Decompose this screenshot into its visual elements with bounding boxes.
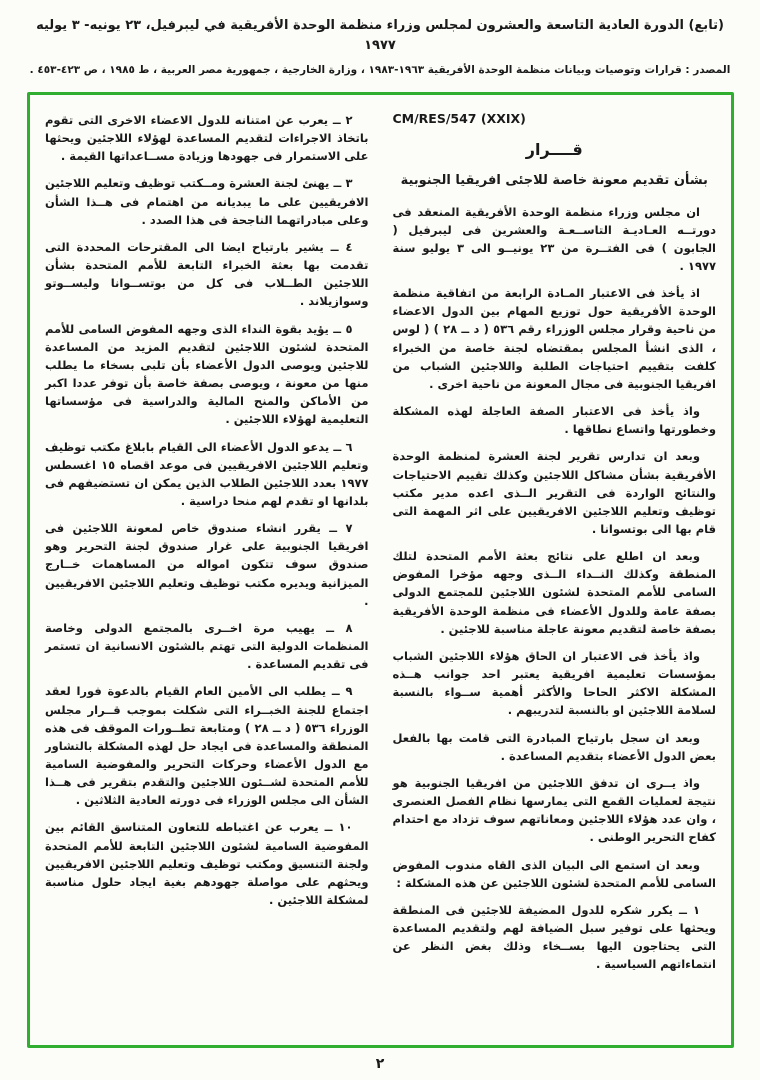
paragraph-preamble-6: واذ يأخذ فى الاعتبار ان الحاق هؤلاء اللاجئين الشباب بمؤسسات تعليمية افريقية يعتبر احد جوانب هــذه المشكلة الاكثر الحاحا والأكثر أهمية ســواء بالنسبة لسلامة اللاجئين او بالنسبة لتدريبهم . bbox=[392, 648, 716, 718]
paragraph-operative-2: ٢ ــ يعرب عن امتنانه للدول الاعضاء الاخرى التى تقوم باتخاذ الاجراءات لتقديم المساعدة لهؤلاء اللاجئين ويحثها على الاستمرار فى جهودها وزيادة مســاعداتها القيمة . bbox=[45, 113, 369, 164]
paragraph-operative-1: ١ ــ يكرر شكره للدول المضيفة للاجئين فى المنطقة ويحثها على توفير سبل الضيافة لهم ولتقديم المساعدة التى يحتاجون اليها بســخاء وذلك بغض النظر عن انتماءاتهم السياسية . bbox=[392, 902, 716, 972]
header-source-line: المصدر : قرارات وتوصيات وبيانات منظمة الوحدة الأفريقية ١٩٦٣-١٩٨٣ ، وزارة الخارجية ، جمهورية مصر العربية ، ط ١٩٨٥ ، ص ٤٢٣-٤٥٣ . bbox=[29, 64, 731, 76]
document-title: قــــرار bbox=[525, 140, 583, 159]
document-subtitle: بشأن تقديم معونة خاصة للاجئى افريقيا الجنوبية bbox=[400, 173, 708, 188]
paragraph-operative-9: ٩ ــ يطلب الى الأمين العام القيام بالدعوة فورا لعقد اجتماع للجنة الخبــراء التى شكلت بموجب قــرار مجلس الوزراء ٥٣٦ ( د ــ ٢٨ ) ومتابعة تطــورات الموقف فى هذه المنطقة والمساعدة فى ايجاد حل لهذه المشكلة بالتشاور مع الدول الأعضاء وحركات التحرير والمفوضية السامية للأمم المتحدة لشــئون اللاجئين والتقدم بتقرير فى هــذا الشأن الى مجلس الوزراء فى دورته العادية الثلاثين . bbox=[45, 684, 369, 808]
left-column bbox=[45, 111, 369, 1033]
paragraph-operative-5: ٥ ــ يؤيد بقوة النداء الذى وجهه المفوض السامى للأمم المتحدة لشئون اللاجئين لتقديم المزيد من المساعدة للاجئين ويوصى الدول الأعضاء بأن تلبى بسخاء ما يطلب منها من معونة ، ويوصى بصفة خاصة بأن توفر عددا اكبر من الأماكن والمنح المالية والدراسية فى مؤسساتها التعليمية لهؤلاء اللاجئين . bbox=[45, 321, 369, 427]
paragraph-preamble-2: اذ يأخذ فى الاعتبار المـادة الرابعة من اتفاقية منظمة الوحدة الأفريقية حول توزيع المهام بين الدول الاعضاء من ناحية وقرار مجلس الوزراء رقم ٥٣٦ ( د ــ ٢٨ ) ( لوس ، الذى انشأ المجلس بمقتضاه لجنة خاصة من الخبراء كلفت بتقييم احتياجات الطلبة واللاجئين الشباب من افريقيا الجنوبية فى مجال المعونة من ناحية اخرى . bbox=[392, 286, 716, 391]
paragraph-operative-6: ٦ ــ يدعو الدول الأعضاء الى القيام بابلاغ مكتب توظيف وتعليم اللاجئين الافريقيين فى موعد اقصاه ١٥ اغسطس ١٩٧٧ بعدد اللاجئين الطلاب الذين يمكن ان تستضيفهم فى بلدانها او تقدم لهم منحا دراسية . bbox=[45, 439, 369, 508]
paragraph-operative-10: ١٠ ــ يعرب عن اغتباطه للتعاون المتناسق القائم بين المفوضية السامية لشئون اللاجئين التابعة للأمم المتحدة ولجنة التنسيق ومكتب توظيف وتعليم اللاجئين الافريقيين ويحثهم على مواصلة جهودهم بغية ايجاد حلول مناسبة لمشكلة اللاجئين . bbox=[45, 820, 369, 908]
paragraph-preamble-3: واذ يأخذ فى الاعتبار الصفة العاجلة لهذه المشكلة وخطورتها واتساع نطاقها . bbox=[392, 404, 716, 437]
paragraph-preamble-9: وبعد ان استمع الى البيان الذى القاه مندوب المفوض السامى للأمم المتحدة لشئون اللاجئين عن هذه المشكلة : bbox=[392, 857, 716, 890]
paragraph-operative-7: ٧ ــ يقرر انشاء صندوق خاص لمعونة اللاجئين فى افريقيا الجنوبية على غرار صندوق لجنة التحرير وهو صندوق سوف تتكون امواله من المساهمات خــارج الميزانية ويديره مكتب توظيف وتعليم اللاجئين الافريقيين . bbox=[45, 521, 369, 608]
paragraph-preamble-7: وبعد ان سجل بارتياح المبادرة التى قامت بها بالفعل بعض الدول الأعضاء بتقديم المساعدة . bbox=[392, 730, 716, 763]
paragraph-operative-3: ٣ ــ يهنئ لجنة العشرة ومــكتب توظيف وتعليم اللاجئين الافريقيين على ما يبديانه من اهتمام فى هــذا الشأن وعلى مبادراتهما الناجحة فى هذا الصدد . bbox=[45, 176, 369, 227]
page-header bbox=[0, 0, 760, 79]
paragraph-preamble-1: ان مجلس وزراء منظمة الوحدة الأفريقية المنعقد فى دورتــه العـاديـة التاســعـة والعشرين فى ليبرفيل ( الجابون ) فى الفتــرة من ٢٣ يونيــو الى ٣ يوليو سنة ١٩٧٧ . bbox=[392, 204, 716, 273]
paragraph-operative-8: ٨ ــ يهيب مرة اخــرى بالمجتمع الدولى وخاصة المنظمات الدولية التى تهتم بالشئون الانسانية ان تستمر فى تقديم المساعدة . bbox=[45, 620, 369, 672]
two-column-layout bbox=[45, 111, 716, 1033]
document-reference: CM/RES/547 (XXIX) bbox=[392, 111, 526, 126]
paragraph-preamble-4: وبعد ان تدارس تقرير لجنة العشرة لمنظمة الوحدة الأفريقية بشأن مشاكل اللاجئين وكذلك تقييم الاحتياجات والنتائج الواردة فى التقرير الــذى اعده مدير مكتب توظيف وتعليم اللاجئين الافريقيين على اثر المهمة التى قام بها الى بوتسوانا . bbox=[392, 449, 716, 536]
page-number: ٢ bbox=[375, 1056, 385, 1072]
paragraph-operative-4: ٤ ــ يشير بارتياح ايضا الى المقترحات المحددة التى تقدمت بها بعثة الخبراء التابعة للأمم المتحدة بشأن اللاجئين الطــلاب فى كل من بوتســوانا وليســوتو وسوازيلاند . bbox=[45, 239, 369, 309]
header-session-line: (تابع) الدورة العادية التاسعة والعشرون لمجلس وزراء منظمة الوحدة الأفريقية في ليبرفيل، ٢٣ يونيه- ٣ يوليه ١٩٧٧ bbox=[36, 18, 724, 53]
document-frame bbox=[27, 92, 734, 1048]
paragraph-preamble-8: واذ يــرى ان تدفق اللاجئين من افريقيا الجنوبية هو نتيجة لعمليات القمع التى يمارسها نظام الفصل العنصرى ، وان عدد هؤلاء اللاجئين ومعاناتهم سوف تزداد مع احتدام كفاح التحرير الوطنى . bbox=[392, 775, 716, 845]
right-column bbox=[393, 111, 717, 1033]
paragraph-preamble-5: وبعد ان اطلع على نتائج بعثة الأمم المتحدة لتلك المنطقة وكذلك النــداء الــذى وجهه مؤخرا المفوض السامى للأمم المتحدة لشئون اللاجئين للمجتمع الدولى بصفة عامة وللدول الأعضاء فى منظمة الوحدة الأفريقية بصفة خاصة لتقديم معونة عاجلة مناسبة للاجئين . bbox=[392, 549, 716, 636]
